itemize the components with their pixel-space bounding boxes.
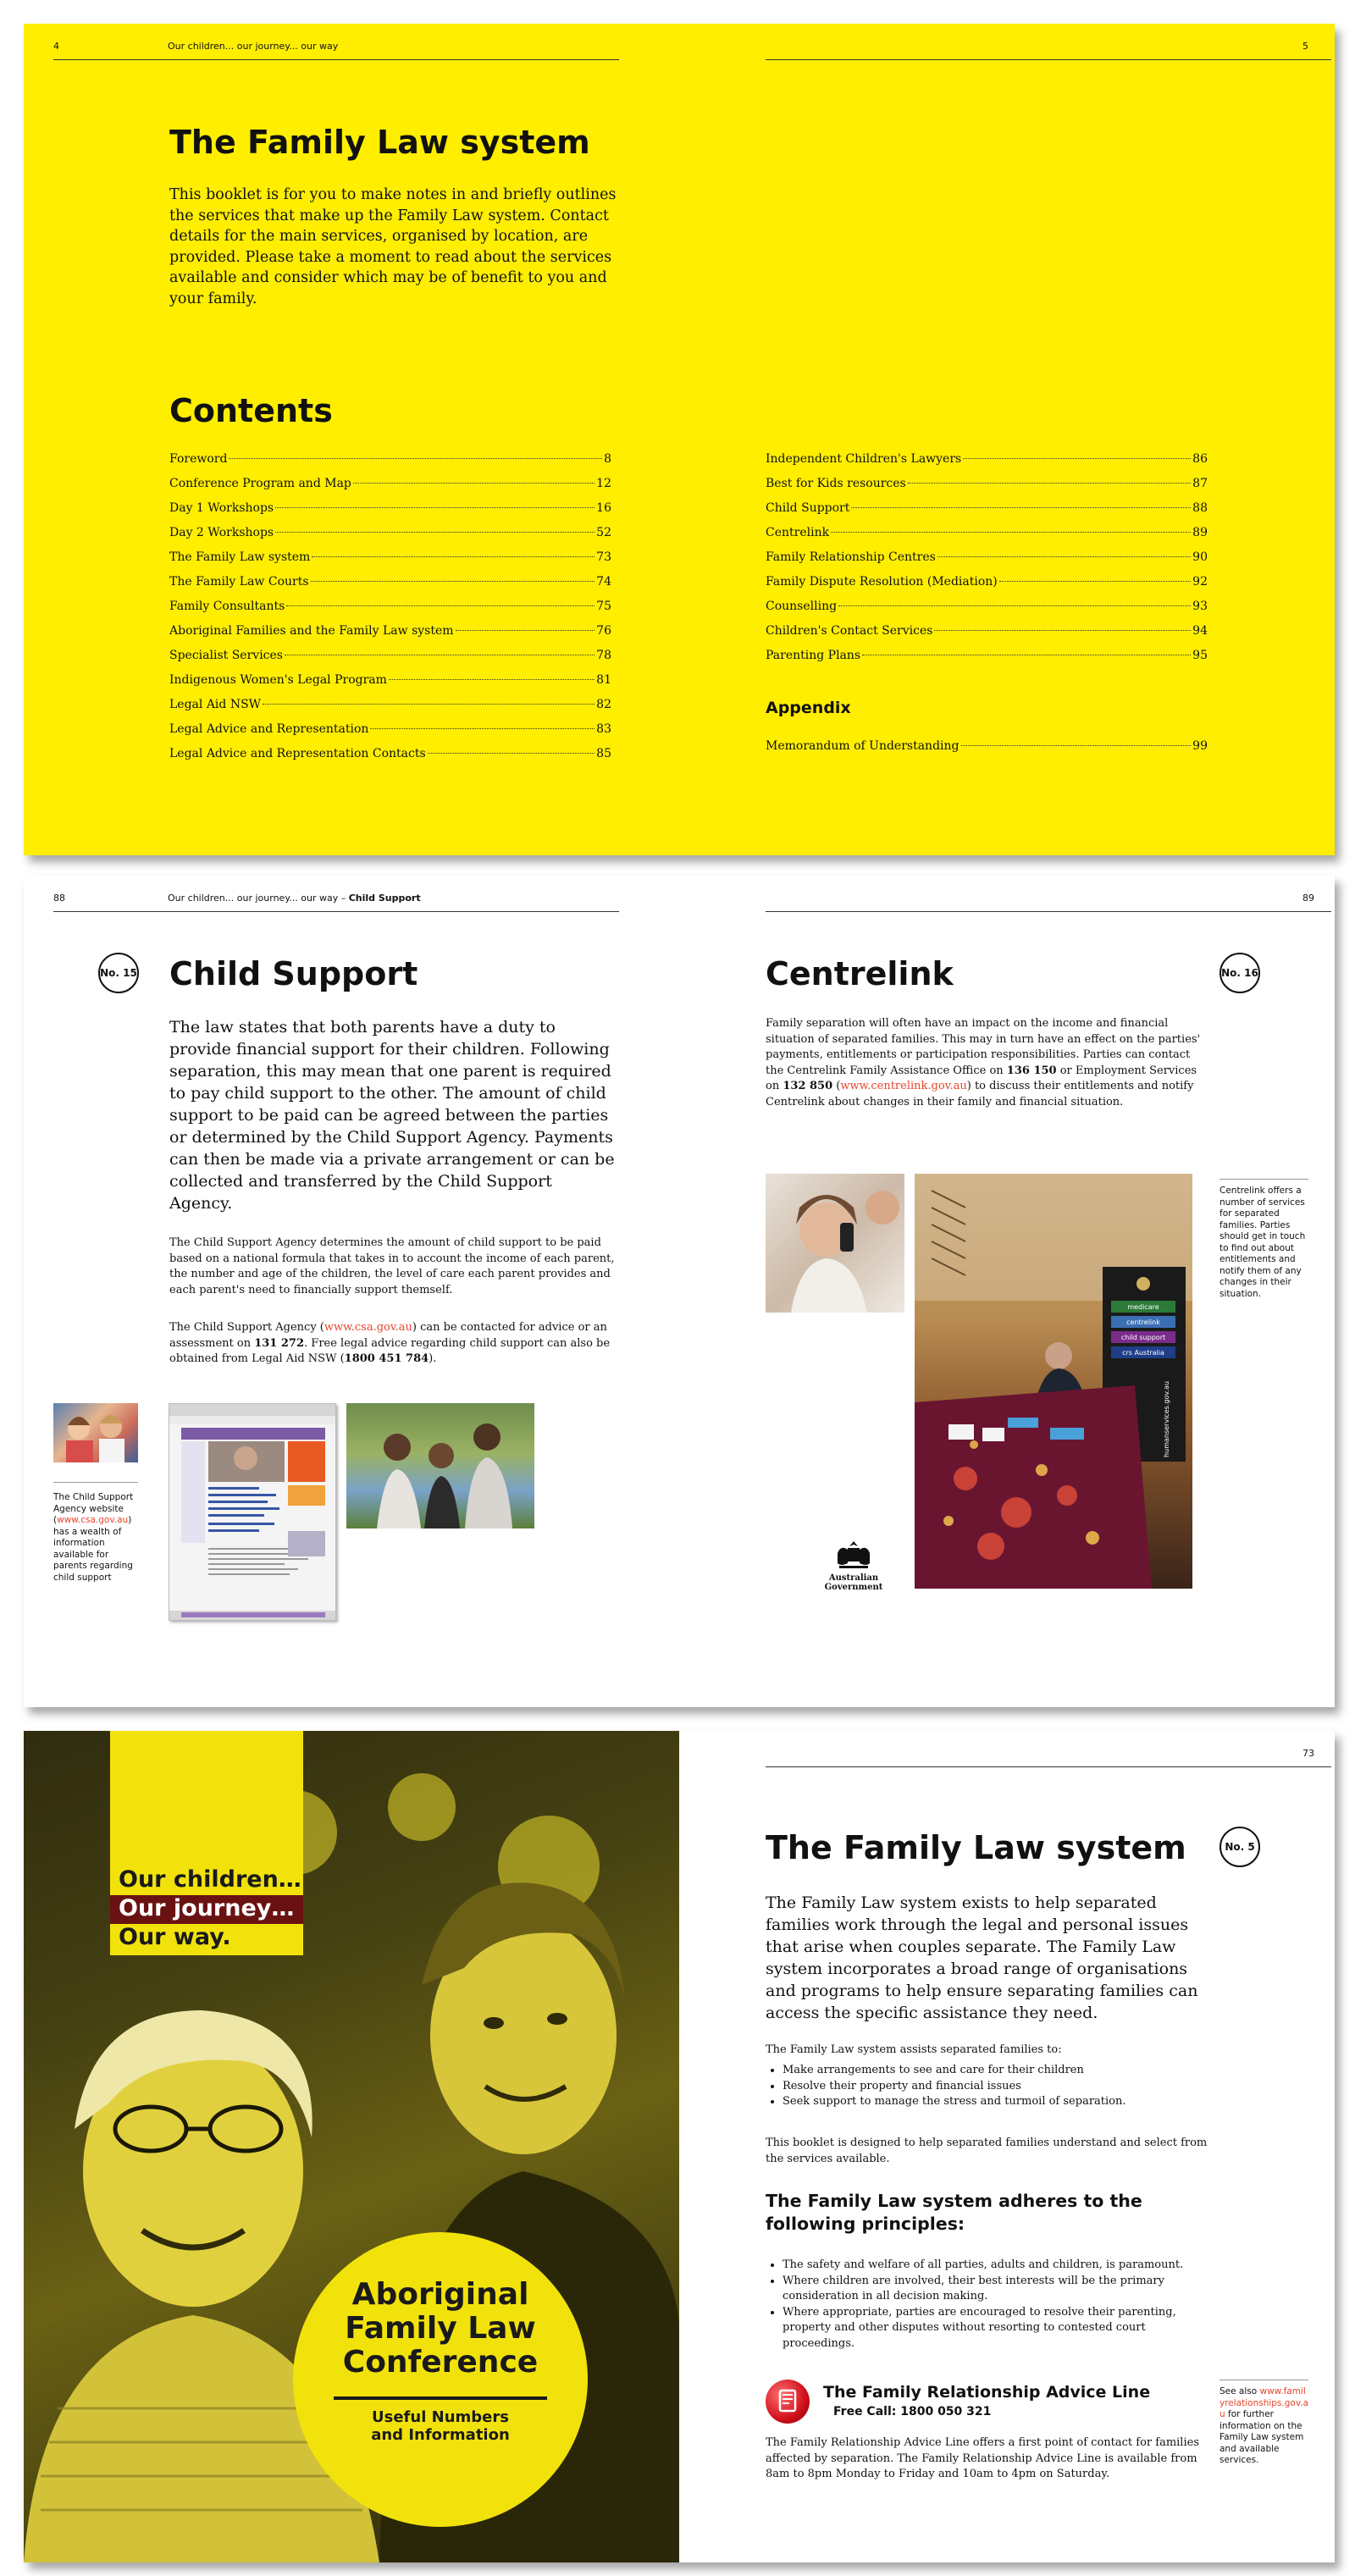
text: Family separation will often have an impact on the income and financial situation of separated families. This may in turn have an effect on the parties' payments, entitlements or participation responsibilities. Parties can contact the Centrelink Family Assistance Office on bbox=[766, 1017, 1201, 1077]
toc-entry-label: Children's Contact Services bbox=[766, 624, 933, 638]
toc-entry-page: 87 bbox=[1192, 477, 1208, 490]
conference-subtitle-line-2: and Information bbox=[371, 2426, 510, 2444]
child-support-para-2 bbox=[169, 1320, 618, 1368]
centrelink-title: Centrelink bbox=[766, 955, 954, 992]
toc-entry-page: 99 bbox=[1192, 739, 1208, 753]
child-support-lead: The law states that both parents have a duty to provide financial support for their children. Following separation, this may mean that one parent is required to pay child support to the other. The amount of child support to be paid can be agreed between the parties or determined by the Child Support Agency. Payments can then be made via a private arrangement or can be collected and transferred by the Child Support Agency. bbox=[169, 1018, 615, 1213]
toc-entry-page: 85 bbox=[596, 747, 611, 760]
csa-website-screenshot bbox=[169, 1403, 336, 1621]
toc-leader-dots bbox=[353, 483, 595, 484]
banner-centrelink: centrelink bbox=[1126, 1318, 1160, 1326]
advice-line-icon bbox=[766, 2380, 810, 2424]
toc-leader-dots bbox=[263, 704, 595, 705]
section-badge-16: No. 16 bbox=[1220, 953, 1260, 993]
toc-entry-page: 12 bbox=[596, 477, 611, 490]
toc-entry-label: The Family Law Courts bbox=[169, 575, 309, 589]
toc-entry-label: Independent Children's Lawyers bbox=[766, 452, 962, 466]
toc-entry-label: Legal Aid NSW bbox=[169, 698, 262, 711]
toc-entry[interactable] bbox=[766, 594, 1208, 619]
toc-entry[interactable] bbox=[766, 734, 1208, 759]
header-rule-right bbox=[766, 1766, 1331, 1767]
text: The Child Support Agency ( bbox=[169, 1321, 324, 1334]
australian-government-logo bbox=[803, 1538, 904, 1592]
toc-entry[interactable] bbox=[766, 447, 1208, 472]
toc-entry-page: 89 bbox=[1192, 526, 1208, 539]
text: See also bbox=[1220, 2386, 1260, 2396]
header-rule-left bbox=[53, 911, 619, 912]
running-head-prefix: Our children... our journey... our way – bbox=[168, 893, 349, 904]
toc-entry-page: 76 bbox=[596, 624, 611, 638]
appendix-heading: Appendix bbox=[766, 699, 851, 717]
toc-entry-page: 88 bbox=[1192, 501, 1208, 515]
conference-subtitle-line-1: Useful Numbers bbox=[372, 2408, 509, 2426]
toc-entry[interactable] bbox=[169, 717, 611, 742]
running-head bbox=[168, 893, 421, 904]
toc-entry-label: Memorandum of Understanding bbox=[766, 739, 960, 753]
text: for further information on the Family Law system and available services. bbox=[1220, 2409, 1304, 2465]
page-number-left: 4 bbox=[53, 41, 59, 52]
text: ( bbox=[832, 1080, 841, 1092]
toc-entry-label: Day 2 Workshops bbox=[169, 526, 274, 539]
child-phone-photo bbox=[766, 1174, 904, 1313]
toc-entry[interactable] bbox=[169, 668, 611, 693]
toc-leader-dots bbox=[838, 605, 1191, 606]
toc-leader-dots bbox=[963, 458, 1191, 459]
tagline-line-2: Our journey… bbox=[119, 1895, 295, 1921]
toc-leader-dots bbox=[456, 630, 595, 631]
toc-entry-label: Best for Kids resources bbox=[766, 477, 906, 490]
toc-entry-page: 8 bbox=[604, 452, 611, 466]
centrelink-stall-photo bbox=[915, 1174, 1192, 1589]
text: ). bbox=[429, 1352, 437, 1365]
banner-url: humanservices.gov.au bbox=[1163, 1381, 1170, 1457]
toc-entry-page: 92 bbox=[1192, 575, 1208, 589]
toc-entry-label: Specialist Services bbox=[169, 649, 283, 662]
toc-entry-label: The Family Law system bbox=[169, 550, 311, 564]
family-law-lead: The Family Law system exists to help separated families work through the legal and personal issues that arise when couples separate. The Family Law system incorporates a broad range of organisations and programs to help ensure separating families can access the specific assistance they need. bbox=[766, 1893, 1198, 2022]
csa-phone: 131 272 bbox=[254, 1336, 305, 1350]
banner-child-support: child support bbox=[1120, 1334, 1166, 1341]
page-title: The Family Law system bbox=[169, 124, 590, 161]
intro-paragraph: This booklet is for you to make notes in and briefly outlines the services that make up the Family Law system. Contact details for the main services, organised by location, are provided. Please take a moment to read about the services available and consider which may be of benefit to you and your family. bbox=[169, 186, 617, 307]
conference-title-line-2: Family Law bbox=[345, 2311, 536, 2346]
contents-spread bbox=[24, 24, 1335, 855]
toc-leader-dots bbox=[428, 753, 595, 754]
family-law-title: The Family Law system bbox=[766, 1829, 1186, 1866]
child-support-title: Child Support bbox=[169, 955, 418, 992]
header-rule-right bbox=[766, 911, 1331, 912]
advice-line-title: The Family Relationship Advice Line bbox=[823, 2383, 1151, 2402]
appendix-list bbox=[766, 734, 1208, 759]
legal-aid-phone: 1800 451 784 bbox=[344, 1352, 429, 1365]
toc-entry-page: 93 bbox=[1192, 600, 1208, 613]
section-badge-15: No. 15 bbox=[98, 953, 139, 993]
toc-entry-page: 75 bbox=[596, 600, 611, 613]
text: . Free legal advice regarding child support can also be obtained from Legal Aid NSW ( bbox=[169, 1336, 611, 1365]
page-number-right: 73 bbox=[1302, 1748, 1314, 1759]
toc-entry-page: 78 bbox=[596, 649, 611, 662]
toc-entry-label: Aboriginal Families and the Family Law system bbox=[169, 624, 454, 638]
coat-of-arms-icon bbox=[832, 1538, 875, 1572]
toc-entry[interactable] bbox=[169, 472, 611, 496]
toc-leader-dots bbox=[275, 532, 595, 533]
toc-leader-dots bbox=[831, 532, 1191, 533]
toc-entry[interactable] bbox=[766, 472, 1208, 496]
assists-list bbox=[766, 2063, 1210, 2110]
cover-page bbox=[24, 1731, 679, 2562]
toc-leader-dots bbox=[999, 581, 1191, 582]
principles-list-item: • The safety and welfare of all parties, adults and children, is paramount. bbox=[783, 2258, 1210, 2274]
toc-leader-dots bbox=[275, 507, 595, 508]
toc-leader-dots bbox=[311, 581, 595, 582]
text: ) has a wealth of information available for parents regarding child support bbox=[53, 1515, 133, 1583]
booklet-note: This booklet is designed to help separated families understand and select from the services available. bbox=[766, 2137, 1208, 2165]
family-outdoor-photo bbox=[346, 1403, 534, 1528]
family-assistance-phone: 136 150 bbox=[1006, 1064, 1057, 1077]
side-note-rule bbox=[53, 1482, 138, 1483]
toc-entry-page: 16 bbox=[596, 501, 611, 515]
toc-entry[interactable] bbox=[766, 570, 1208, 594]
toc-entry-page: 86 bbox=[1192, 452, 1208, 466]
toc-leader-dots bbox=[312, 556, 595, 557]
contents-list-right bbox=[766, 447, 1208, 668]
toc-entry-label: Counselling bbox=[766, 600, 838, 613]
toc-entry-page: 83 bbox=[596, 722, 611, 736]
conference-title bbox=[293, 2278, 588, 2380]
toc-leader-dots bbox=[389, 679, 595, 680]
assists-list-item: • Make arrangements to see and care for their children bbox=[783, 2063, 1210, 2079]
contents-heading: Contents bbox=[169, 392, 333, 429]
principles-heading: The Family Law system adheres to the following principles: bbox=[766, 2191, 1142, 2234]
toc-entry[interactable] bbox=[169, 545, 611, 570]
toc-entry[interactable] bbox=[169, 693, 611, 717]
centrelink-link[interactable]: www.centrelink.gov.au bbox=[840, 1080, 967, 1092]
conference-title-line-1: Aboriginal bbox=[351, 2277, 529, 2312]
assists-list-item: • Seek support to manage the stress and turmoil of separation. bbox=[783, 2094, 1210, 2110]
csa-link[interactable]: www.csa.gov.au bbox=[324, 1321, 412, 1334]
header-rule-right bbox=[766, 59, 1331, 60]
toc-entry-label: Legal Advice and Representation bbox=[169, 722, 369, 736]
child-support-centrelink-spread bbox=[24, 876, 1335, 1707]
side-note-rule bbox=[1220, 1179, 1308, 1180]
cover-family-law-spread bbox=[24, 1731, 1335, 2562]
toc-leader-dots bbox=[934, 630, 1191, 631]
toc-entry-label: Conference Program and Map bbox=[169, 477, 351, 490]
toc-entry-page: 90 bbox=[1192, 550, 1208, 564]
page-number-right: 5 bbox=[1302, 41, 1308, 52]
csa-side-link[interactable]: www.csa.gov.au bbox=[57, 1515, 129, 1525]
page-number-right: 89 bbox=[1302, 893, 1314, 904]
principles-list bbox=[766, 2258, 1210, 2352]
text: The Child Support Agency website ( bbox=[53, 1492, 134, 1525]
family-law-side-note bbox=[1220, 2386, 1308, 2467]
toc-entry[interactable] bbox=[766, 496, 1208, 521]
child-support-para-1: The Child Support Agency determines the amount of child support to be paid based on a national formula that takes in to account the income of each parent, the number and age of the children, the level of care each parent provides and each parent's need to financially support themself. bbox=[169, 1236, 615, 1296]
toc-entry-page: 82 bbox=[596, 698, 611, 711]
header-rule-left bbox=[53, 59, 619, 60]
children-photo bbox=[53, 1403, 138, 1462]
advice-line-phone: Free Call: 1800 050 321 bbox=[833, 2405, 992, 2418]
family-relationships-link[interactable]: www.familyrelationships.gov.au bbox=[1220, 2386, 1308, 2419]
toc-leader-dots bbox=[908, 483, 1191, 484]
toc-entry-page: 94 bbox=[1192, 624, 1208, 638]
toc-entry[interactable] bbox=[169, 619, 611, 644]
running-head: Our children... our journey... our way bbox=[168, 41, 339, 52]
toc-entry-page: 81 bbox=[596, 673, 611, 687]
banner-medicare: medicare bbox=[1127, 1303, 1159, 1311]
banner-crs: crs Australia bbox=[1122, 1349, 1164, 1357]
toc-entry-label: Centrelink bbox=[766, 526, 830, 539]
toc-entry-label: Legal Advice and Representation Contacts bbox=[169, 747, 426, 760]
toc-entry[interactable] bbox=[169, 521, 611, 545]
tagline-line-1: Our children… bbox=[119, 1866, 301, 1893]
text: ) to discuss their entitlements and notify Centrelink about changes in their family and financial situation. bbox=[766, 1080, 1194, 1108]
toc-entry-label: Day 1 Workshops bbox=[169, 501, 274, 515]
toc-entry-label: Child Support bbox=[766, 501, 850, 515]
centrelink-paragraph bbox=[766, 1016, 1210, 1110]
text: or Employment Services on bbox=[766, 1064, 1197, 1092]
toc-entry[interactable] bbox=[766, 619, 1208, 644]
toc-leader-dots bbox=[286, 605, 595, 606]
toc-entry-label: Indigenous Women's Legal Program bbox=[169, 673, 387, 687]
toc-entry[interactable] bbox=[169, 570, 611, 594]
running-head-section: Child Support bbox=[348, 893, 421, 904]
principles-list-item: • Where children are involved, their best interests will be the primary consideration in all decision making. bbox=[783, 2274, 1210, 2305]
text: ) can be contacted for advice or an assessment on bbox=[169, 1321, 607, 1350]
toc-entry-label: Parenting Plans bbox=[766, 649, 861, 662]
employment-services-phone: 132 850 bbox=[783, 1080, 833, 1092]
toc-leader-dots bbox=[937, 556, 1191, 557]
centrelink-side-note: Centrelink offers a number of services for separated families. Parties should get in touch to find out about entitlements and notify them of any changes in their situation. bbox=[1220, 1186, 1306, 1299]
toc-entry[interactable] bbox=[169, 594, 611, 619]
toc-leader-dots bbox=[851, 507, 1191, 508]
toc-entry[interactable] bbox=[169, 447, 611, 472]
toc-entry-label: Family Dispute Resolution (Mediation) bbox=[766, 575, 998, 589]
toc-entry[interactable] bbox=[766, 521, 1208, 545]
assists-list-item: • Resolve their property and financial issues bbox=[783, 2079, 1210, 2095]
toc-leader-dots bbox=[961, 745, 1192, 746]
conference-title-line-3: Conference bbox=[342, 2345, 539, 2380]
contents-list-left bbox=[169, 447, 611, 766]
tagline-line-3: Our way. bbox=[119, 1924, 231, 1950]
principles-list-item: • Where appropriate, parties are encouraged to resolve their parenting, property and other disputes without resorting to contested court proceedings. bbox=[783, 2305, 1210, 2352]
toc-entry-label: Family Relationship Centres bbox=[766, 550, 936, 564]
toc-entry-label: Family Consultants bbox=[169, 600, 285, 613]
toc-entry-label: Foreword bbox=[169, 452, 228, 466]
section-badge-5: No. 5 bbox=[1220, 1827, 1260, 1867]
toc-entry-page: 95 bbox=[1192, 649, 1208, 662]
conference-divider bbox=[334, 2396, 547, 2400]
toc-leader-dots bbox=[229, 458, 602, 459]
toc-entry-page: 73 bbox=[596, 550, 611, 564]
logo-text: Australian Government bbox=[824, 1573, 883, 1592]
toc-entry[interactable] bbox=[766, 644, 1208, 668]
toc-entry-page: 74 bbox=[596, 575, 611, 589]
toc-entry[interactable] bbox=[766, 545, 1208, 570]
toc-leader-dots bbox=[370, 728, 595, 729]
advice-line-text: The Family Relationship Advice Line offers a first point of contact for families affected by separation. The Family Relationship Advice Line is available from 8am to 8pm Monday to Friday and 10am to 4pm on Saturday. bbox=[766, 2436, 1199, 2480]
csa-side-note bbox=[53, 1492, 138, 1584]
toc-entry[interactable] bbox=[169, 644, 611, 668]
page-number-left: 88 bbox=[53, 893, 65, 904]
toc-entry[interactable] bbox=[169, 496, 611, 521]
toc-entry-page: 52 bbox=[596, 526, 611, 539]
toc-entry[interactable] bbox=[169, 742, 611, 766]
conference-subtitle bbox=[293, 2408, 588, 2444]
assists-intro: The Family Law system assists separated families to: bbox=[766, 2043, 1062, 2056]
